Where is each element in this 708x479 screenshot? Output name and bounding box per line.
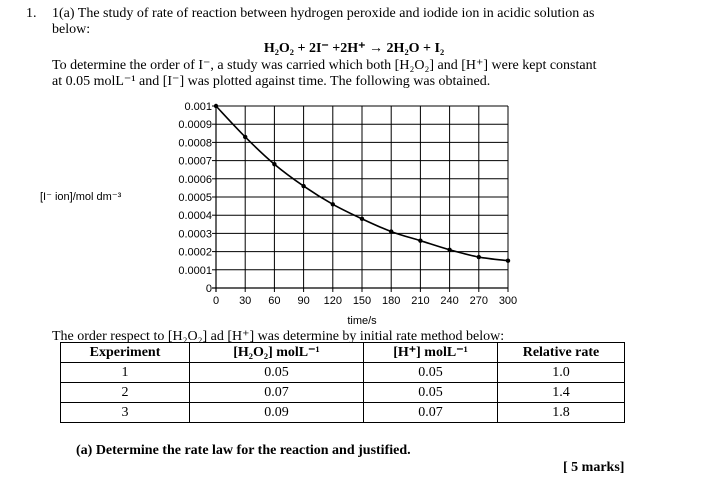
y-tick-label: 0 bbox=[205, 283, 212, 295]
cell: 1.0 bbox=[498, 363, 625, 383]
cell: 3 bbox=[61, 403, 190, 423]
y-tick-label: 0.0007 bbox=[178, 155, 212, 168]
marks-label: [ 5 marks] bbox=[563, 460, 625, 475]
data-point bbox=[331, 202, 335, 206]
x-tick-label: 30 bbox=[239, 295, 252, 307]
table-row bbox=[61, 383, 625, 403]
description-line-1: To determine the order of I⁻, a study was carried which both [H₂O₂] and [H⁺] were kept constant bbox=[52, 58, 597, 73]
description-line-2: at 0.05 molL⁻¹ and [I⁻] was plotted against time. The following was obtained. bbox=[52, 74, 491, 89]
y-tick-label: 0.0009 bbox=[178, 119, 212, 132]
x-tick-label: 60 bbox=[268, 295, 281, 307]
cell: 0.05 bbox=[364, 383, 498, 403]
cell: 0.05 bbox=[190, 363, 364, 383]
x-tick-label: 270 bbox=[469, 295, 488, 307]
y-tick-label: 0.0002 bbox=[178, 246, 212, 259]
header-relative-rate: Relative rate bbox=[498, 343, 625, 363]
cell: 0.09 bbox=[190, 403, 364, 423]
data-point bbox=[214, 104, 218, 108]
header-h2o2: [H₂O₂] molL⁻¹ bbox=[190, 343, 364, 363]
x-tick-label: 180 bbox=[382, 295, 401, 307]
cell: 0.07 bbox=[364, 403, 498, 423]
data-point bbox=[243, 135, 247, 139]
task-prompt: (a) Determine the rate law for the reaction and justified. bbox=[76, 443, 411, 458]
x-tick-label: 120 bbox=[323, 295, 342, 307]
x-axis-label: time/s bbox=[347, 315, 377, 327]
cell: 0.05 bbox=[364, 363, 498, 383]
y-tick-label: 0.0001 bbox=[178, 264, 212, 277]
table-header-row bbox=[61, 343, 625, 363]
table-row bbox=[61, 363, 625, 383]
cell: 1.4 bbox=[498, 383, 625, 403]
y-tick-label: 0.0006 bbox=[178, 173, 212, 186]
initial-rate-table bbox=[60, 342, 625, 423]
y-tick-label: 0.0004 bbox=[178, 210, 212, 223]
cell: 1.8 bbox=[498, 403, 625, 423]
table-row bbox=[61, 403, 625, 423]
y-tick-label: 0.0003 bbox=[178, 228, 212, 241]
header-experiment: Experiment bbox=[61, 343, 190, 363]
intro-line-2: below: bbox=[52, 22, 91, 37]
x-tick-label: 150 bbox=[352, 295, 372, 307]
x-tick-label: 210 bbox=[411, 295, 430, 307]
cell: 0.07 bbox=[190, 383, 364, 403]
data-point bbox=[477, 255, 481, 259]
data-point bbox=[360, 217, 364, 221]
x-tick-label: 300 bbox=[498, 295, 518, 307]
question-number: 1. bbox=[26, 6, 37, 21]
x-tick-label: 0 bbox=[212, 295, 220, 307]
header-hplus: [H⁺] molL⁻¹ bbox=[364, 343, 498, 363]
y-tick-label: 0.001 bbox=[184, 101, 212, 113]
table-intro: The order respect to [H₂O₂] ad [H⁺] was determine by initial rate method below: bbox=[52, 329, 505, 344]
data-point bbox=[447, 248, 451, 252]
reaction-equation: H₂O₂ + 2I⁻ +2H⁺ → 2H₂O + I₂ bbox=[263, 41, 445, 56]
cell: 1 bbox=[61, 363, 190, 383]
cell: 2 bbox=[61, 383, 190, 403]
y-tick-label: 0.0008 bbox=[178, 137, 212, 150]
y-tick-label: 0.0005 bbox=[178, 192, 212, 204]
y-axis-label: [I⁻ ion]/mol dm⁻³ bbox=[40, 191, 122, 203]
x-tick-label: 240 bbox=[440, 295, 459, 307]
data-point bbox=[418, 238, 422, 242]
x-tick-label: 90 bbox=[297, 295, 310, 307]
data-point bbox=[389, 229, 393, 233]
data-point bbox=[301, 184, 305, 188]
data-point bbox=[272, 162, 276, 166]
intro-line-1: 1(a) The study of rate of reaction between hydrogen peroxide and iodide ion in acidic solution as bbox=[52, 6, 595, 21]
data-point bbox=[506, 259, 510, 263]
